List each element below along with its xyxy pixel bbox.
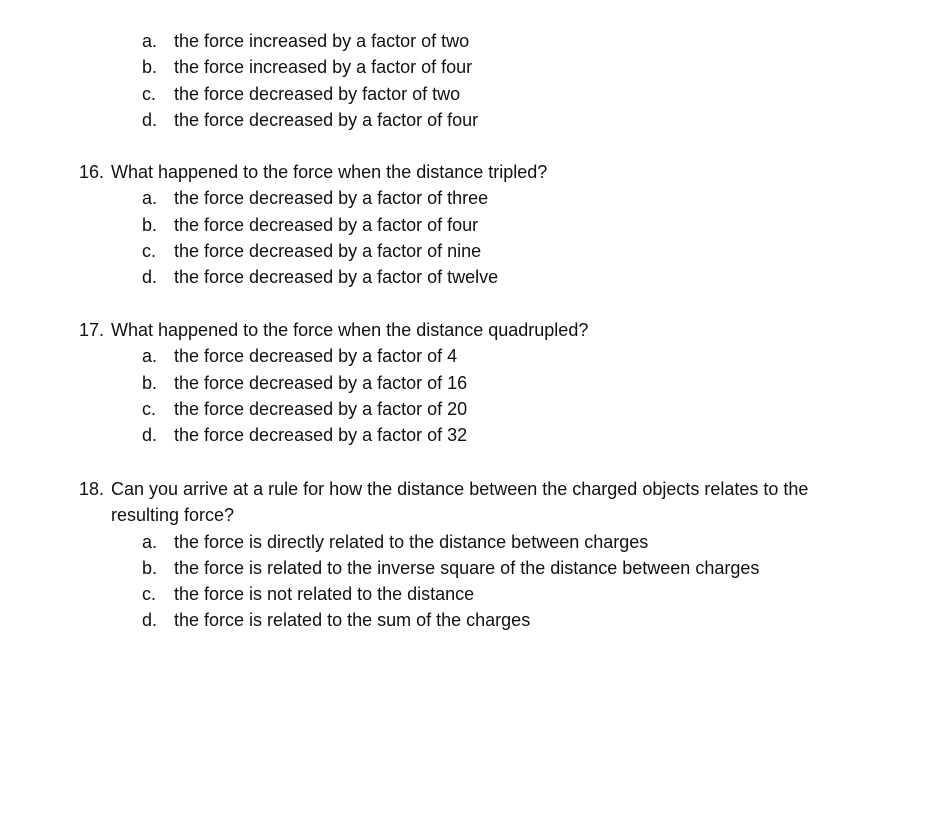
option-16-b <box>142 212 879 238</box>
option-15-c <box>142 81 879 107</box>
option-text: the force decreased by a factor of nine <box>174 240 482 261</box>
question-number: 18. <box>79 479 105 499</box>
option-15-b <box>142 54 879 80</box>
option-17-a <box>142 343 879 369</box>
option-15-d <box>142 107 879 133</box>
option-18-a <box>142 529 879 555</box>
option-letter: d. <box>142 267 158 288</box>
question-15-options-block <box>79 28 879 133</box>
option-18-b <box>142 555 879 581</box>
option-letter: c. <box>142 83 157 104</box>
option-text: the force decreased by a factor of 32 <box>174 425 468 446</box>
option-17-c <box>142 396 879 422</box>
option-letter: d. <box>142 425 158 446</box>
option-letter: b. <box>142 372 158 393</box>
question-16-block <box>79 159 879 290</box>
option-letter: b. <box>142 214 158 235</box>
option-17-b <box>142 370 879 396</box>
option-text: the force is related to the sum of the charges <box>174 610 531 631</box>
option-text: the force decreased by a factor of three <box>174 188 489 209</box>
option-16-c <box>142 238 879 264</box>
option-16-d <box>142 264 879 290</box>
option-letter: c. <box>142 398 157 419</box>
option-16-a <box>142 185 879 211</box>
question-text: Can you arrive at a rule for how the distance between the charged objects relates to the resulting force? <box>111 479 809 526</box>
option-text: the force is not related to the distance <box>174 584 475 605</box>
question-18-prompt <box>79 476 879 529</box>
option-text: the force decreased by a factor of 20 <box>174 398 468 419</box>
option-text: the force is directly related to the distance between charges <box>174 531 649 552</box>
option-letter: a. <box>142 346 158 367</box>
option-text: the force increased by a factor of two <box>174 31 470 51</box>
question-18-block <box>79 476 879 634</box>
option-letter: a. <box>142 531 158 552</box>
question-number: 16. <box>79 162 105 182</box>
question-17-block <box>79 317 879 448</box>
question-16-prompt <box>79 159 879 185</box>
option-letter: a. <box>142 188 158 209</box>
option-letter: b. <box>142 57 158 78</box>
option-letter: c. <box>142 240 157 261</box>
question-number: 17. <box>79 320 105 340</box>
option-letter: d. <box>142 610 158 631</box>
option-text: the force increased by a factor of four <box>174 57 473 78</box>
option-18-d <box>142 607 879 633</box>
option-letter: b. <box>142 557 158 578</box>
option-17-d <box>142 422 879 448</box>
option-text: the force decreased by a factor of four <box>174 109 479 130</box>
option-letter: d. <box>142 109 158 130</box>
option-letter: c. <box>142 584 157 605</box>
option-letter: a. <box>142 31 158 51</box>
question-text: What happened to the force when the distance quadrupled? <box>111 320 589 340</box>
option-text: the force decreased by factor of two <box>174 83 461 104</box>
option-15-a <box>142 28 879 54</box>
option-text: the force decreased by a factor of 16 <box>174 372 468 393</box>
question-17-prompt <box>79 317 879 343</box>
question-text: What happened to the force when the distance tripled? <box>111 162 548 182</box>
option-text: the force decreased by a factor of twelve <box>174 267 499 288</box>
option-text: the force is related to the inverse square of the distance between charges <box>174 557 760 578</box>
option-text: the force decreased by a factor of four <box>174 214 479 235</box>
option-text: the force decreased by a factor of 4 <box>174 346 458 367</box>
option-18-c <box>142 581 879 607</box>
